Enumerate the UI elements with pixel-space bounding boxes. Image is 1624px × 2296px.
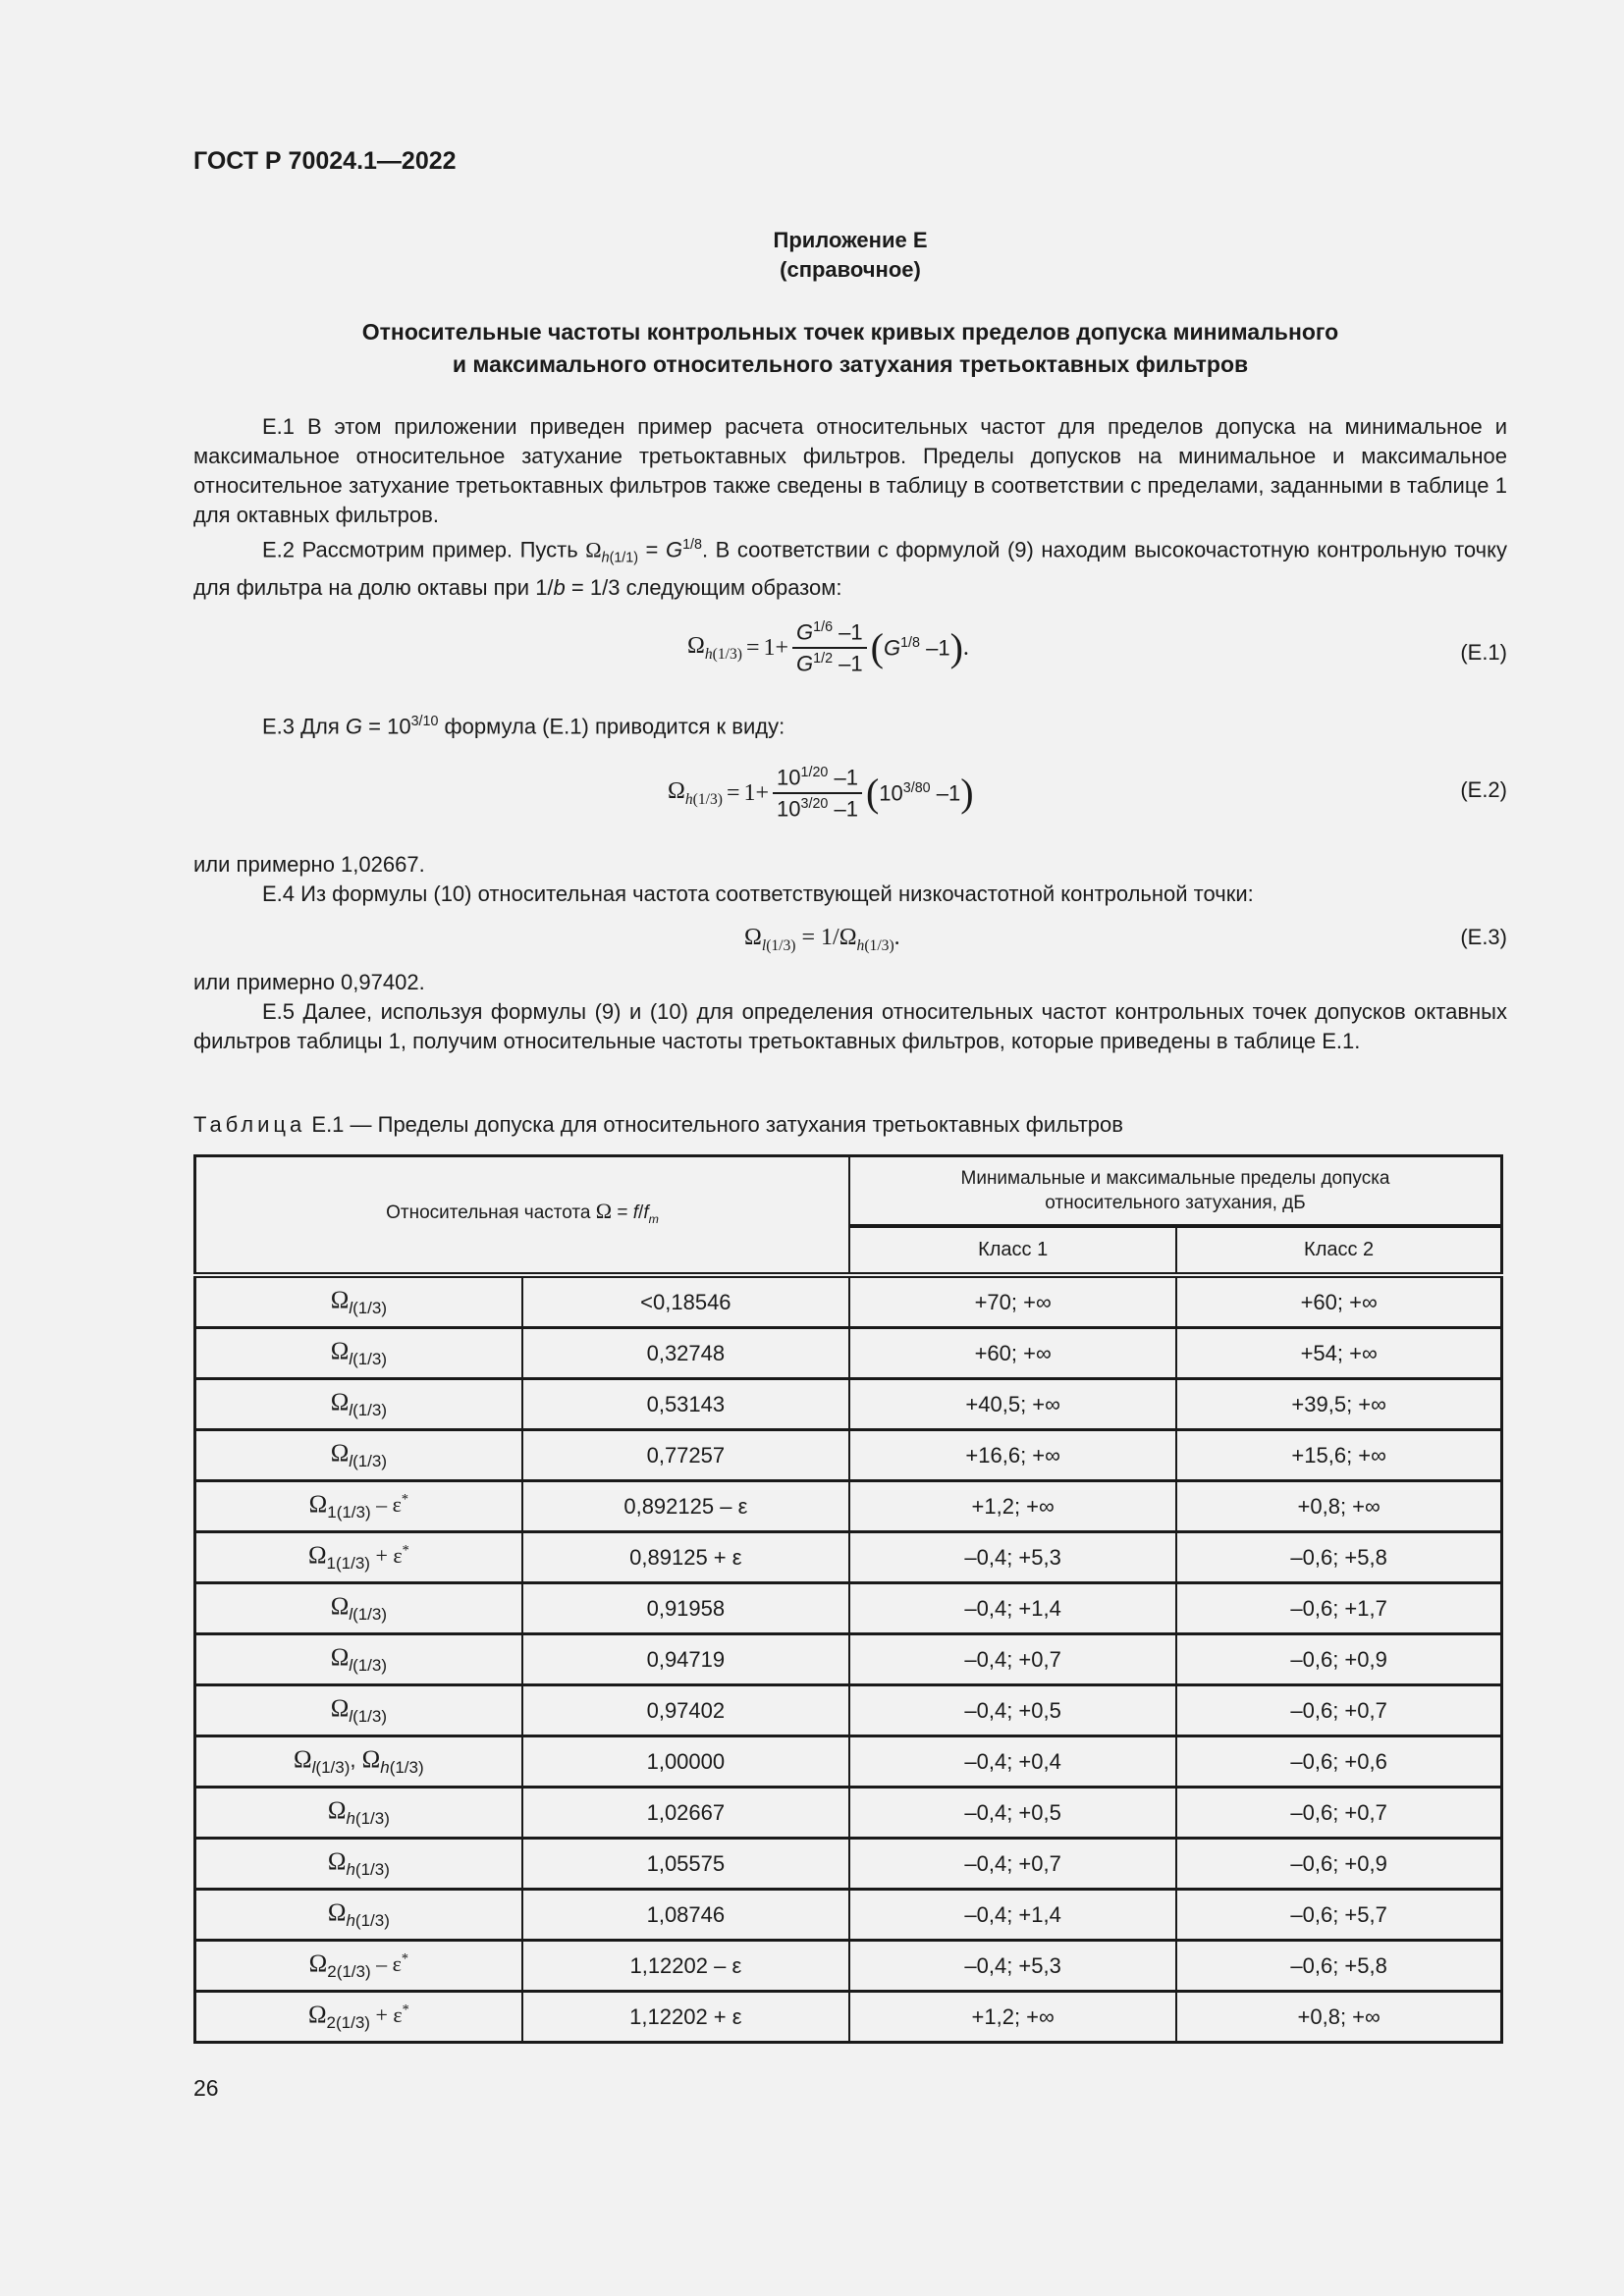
cell-c1: –0,4; +0,7 bbox=[849, 1839, 1176, 1890]
cell-symbol: $\Omega_{h(1/3)}$ bbox=[195, 1788, 522, 1839]
cell-c2: –0,6; +5,7 bbox=[1176, 1890, 1501, 1941]
cell-c2: +54; +∞ bbox=[1176, 1328, 1501, 1379]
tolerance-table bbox=[193, 1154, 1503, 2044]
table-row bbox=[195, 1532, 1502, 1583]
cell-c1: +1,2; +∞ bbox=[849, 1481, 1176, 1532]
table-row bbox=[195, 1430, 1502, 1481]
cell-value: 0,32748 bbox=[522, 1328, 849, 1379]
cell-c1: –0,4; +5,3 bbox=[849, 1941, 1176, 1992]
cell-c1: +16,6; +∞ bbox=[849, 1430, 1176, 1481]
cell-c2: –0,6; +0,7 bbox=[1176, 1685, 1501, 1736]
cell-value: 0,94719 bbox=[522, 1634, 849, 1685]
cell-c1: –0,4; +0,4 bbox=[849, 1736, 1176, 1788]
cell-symbol: $\Omega_{1(1/3)} + \varepsilon^*$ bbox=[195, 1532, 522, 1583]
cell-c2: –0,6; +0,7 bbox=[1176, 1788, 1501, 1839]
cell-symbol: $\Omega_{2(1/3)} - \varepsilon^*$ bbox=[195, 1941, 522, 1992]
cell-c2: –0,6; +0,9 bbox=[1176, 1839, 1501, 1890]
cell-symbol: $\Omega_{l(1/3)}$ bbox=[195, 1685, 522, 1736]
cell-value: 0,892125 – ε bbox=[522, 1481, 849, 1532]
cell-value: 1,12202 – ε bbox=[522, 1941, 849, 1992]
header-limits: Минимальные и максимальные пределы допуска относительного затухания, дБ bbox=[849, 1156, 1501, 1227]
cell-symbol: $\Omega_{l(1/3)}$ bbox=[195, 1583, 522, 1634]
cell-value: 0,97402 bbox=[522, 1685, 849, 1736]
table-row bbox=[195, 1685, 1502, 1736]
appendix-title: Приложение Е bbox=[773, 228, 928, 252]
table-row bbox=[195, 1736, 1502, 1788]
table-row bbox=[195, 1328, 1502, 1379]
document-code: ГОСТ Р 70024.1—2022 bbox=[193, 147, 457, 175]
paragraph-e3: Е.3 Для $G = 10^{3/10}$ формула (Е.1) приводится к виду: bbox=[262, 714, 785, 739]
paragraph-e5-text: Е.5 Далее, используя формулы (9) и (10) для определения относительных частот контрольных точек допусков октавных фильтров таблицы 1, получим относительные частоты третьоктавных фильтров, которые приведены в таблице Е.1. bbox=[193, 999, 1507, 1053]
appendix-status: (справочное) bbox=[780, 257, 921, 282]
section-heading-line2: и максимального относительного затухания третьоктавных фильтров bbox=[452, 351, 1249, 377]
appendix-title-block bbox=[193, 226, 1507, 285]
formula-e2: $\Omega_{h(1/3)}$ = 1+ $\frac{10^{1/20} -1}{10^{3/20} -1}$ ( $10^{3/80}$ –1 ) bbox=[668, 764, 974, 822]
table-row bbox=[195, 1583, 1502, 1634]
cell-symbol: $\Omega_{1(1/3)} - \varepsilon^*$ bbox=[195, 1481, 522, 1532]
cell-c2: +0,8; +∞ bbox=[1176, 1992, 1501, 2043]
table-row bbox=[195, 1634, 1502, 1685]
cell-c2: –0,6; +5,8 bbox=[1176, 1532, 1501, 1583]
section-heading bbox=[193, 316, 1507, 381]
cell-c2: –0,6; +0,9 bbox=[1176, 1634, 1501, 1685]
approx-1: или примерно 1,02667. bbox=[193, 852, 425, 877]
table-row bbox=[195, 1275, 1502, 1328]
formula-e1: $\Omega_{h(1/3)}$ = 1+ $\frac{G^{1/6} -1}{G^{1/2} -1}$ ( $G^{1/8}$ –1 ) . bbox=[687, 618, 969, 676]
cell-c1: –0,4; +1,4 bbox=[849, 1583, 1176, 1634]
paragraph-e1: Е.1 В этом приложении приведен пример расчета относительных частот для пределов допуска на минимальное и максимальное относительное затухание третьоктавных фильтров. Пределы допусков на минимальное и максимальное относительное затухание третьоктавных фильтров также сведены в таблицу в соответствии с пределами, заданными в таблице 1 для октавных фильтров. bbox=[193, 414, 1507, 527]
cell-value: 1,00000 bbox=[522, 1736, 849, 1788]
formula-e1-label: (Е.1) bbox=[1460, 640, 1507, 665]
formula-e3: $\Omega_{l(1/3)} = 1/\Omega_{h(1/3)}$. bbox=[744, 925, 900, 954]
table-row bbox=[195, 1481, 1502, 1532]
cell-value: 1,12202 + ε bbox=[522, 1992, 849, 2043]
cell-c1: –0,4; +0,5 bbox=[849, 1685, 1176, 1736]
cell-c1: +40,5; +∞ bbox=[849, 1379, 1176, 1430]
cell-c2: –0,6; +0,6 bbox=[1176, 1736, 1501, 1788]
cell-c1: –0,4; +1,4 bbox=[849, 1890, 1176, 1941]
cell-symbol: $\Omega_{l(1/3)}$ bbox=[195, 1634, 522, 1685]
header-class-2: Класс 2 bbox=[1176, 1226, 1501, 1275]
cell-c2: +0,8; +∞ bbox=[1176, 1481, 1501, 1532]
cell-c1: +70; +∞ bbox=[849, 1275, 1176, 1328]
cell-value: <0,18546 bbox=[522, 1275, 849, 1328]
paragraph-e4 bbox=[193, 850, 1507, 909]
cell-symbol: $\Omega_{h(1/3)}$ bbox=[195, 1839, 522, 1890]
paragraph-e1-e2 bbox=[193, 412, 1507, 603]
cell-symbol: $\Omega_{l(1/3)}$, $\Omega_{h(1/3)}$ bbox=[195, 1736, 522, 1788]
table-row bbox=[195, 1941, 1502, 1992]
table-row bbox=[195, 1379, 1502, 1430]
cell-c2: +60; +∞ bbox=[1176, 1275, 1501, 1328]
cell-c1: +60; +∞ bbox=[849, 1328, 1176, 1379]
cell-c2: +15,6; +∞ bbox=[1176, 1430, 1501, 1481]
cell-value: 1,08746 bbox=[522, 1890, 849, 1941]
cell-symbol: $\Omega_{l(1/3)}$ bbox=[195, 1328, 522, 1379]
cell-value: 0,91958 bbox=[522, 1583, 849, 1634]
paragraph-e2: Е.2 Рассмотрим пример. Пусть $\Omega_{h(1/1)} = G^{1/8}$. В соответствии с формулой (9) находим высокочастотную контрольную точку для фильтра на долю октавы при 1/b = 1/3 следующим образом: bbox=[193, 537, 1507, 600]
section-heading-line1: Относительные частоты контрольных точек кривых пределов допуска минимального bbox=[361, 319, 1339, 345]
header-relative-frequency: Относительная частота $\Omega = f/f_m$ bbox=[195, 1156, 850, 1276]
cell-symbol: $\Omega_{2(1/3)} + \varepsilon^*$ bbox=[195, 1992, 522, 2043]
cell-value: 0,89125 + ε bbox=[522, 1532, 849, 1583]
table-row bbox=[195, 1890, 1502, 1941]
formula-e3-label: (Е.3) bbox=[1460, 925, 1507, 949]
cell-c1: –0,4; +0,5 bbox=[849, 1788, 1176, 1839]
table-row bbox=[195, 1992, 1502, 2043]
cell-c1: –0,4; +0,7 bbox=[849, 1634, 1176, 1685]
approx-2: или примерно 0,97402. bbox=[193, 970, 425, 994]
cell-c1: +1,2; +∞ bbox=[849, 1992, 1176, 2043]
cell-c2: +39,5; +∞ bbox=[1176, 1379, 1501, 1430]
cell-c2: –0,6; +1,7 bbox=[1176, 1583, 1501, 1634]
cell-symbol: $\Omega_{l(1/3)}$ bbox=[195, 1430, 522, 1481]
cell-symbol: $\Omega_{l(1/3)}$ bbox=[195, 1275, 522, 1328]
cell-value: 1,02667 bbox=[522, 1788, 849, 1839]
cell-c2: –0,6; +5,8 bbox=[1176, 1941, 1501, 1992]
table-row bbox=[195, 1788, 1502, 1839]
cell-value: 0,77257 bbox=[522, 1430, 849, 1481]
header-class-1: Класс 1 bbox=[849, 1226, 1176, 1275]
page-number: 26 bbox=[193, 2075, 219, 2101]
cell-value: 0,53143 bbox=[522, 1379, 849, 1430]
cell-symbol: $\Omega_{l(1/3)}$ bbox=[195, 1379, 522, 1430]
table-row bbox=[195, 1839, 1502, 1890]
paragraph-e5 bbox=[193, 968, 1507, 1056]
cell-symbol: $\Omega_{h(1/3)}$ bbox=[195, 1890, 522, 1941]
table-caption: Таблица Е.1 — Пределы допуска для относительного затухания третьоктавных фильтров bbox=[193, 1112, 1123, 1137]
paragraph-e4-text: Е.4 Из формулы (10) относительная частота соответствующей низкочастотной контрольной точки: bbox=[262, 881, 1254, 906]
cell-value: 1,05575 bbox=[522, 1839, 849, 1890]
cell-c1: –0,4; +5,3 bbox=[849, 1532, 1176, 1583]
formula-e2-label: (Е.2) bbox=[1460, 777, 1507, 802]
